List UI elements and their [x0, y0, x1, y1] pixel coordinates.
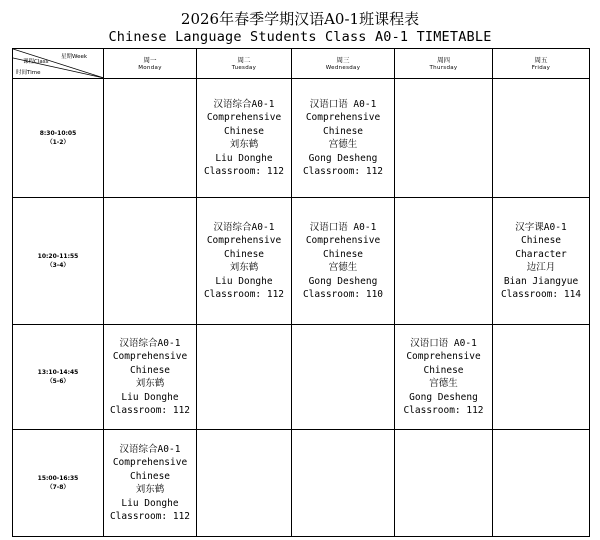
course-name-en: Comprehensive: [206, 112, 282, 123]
class-cell: [197, 430, 292, 537]
day-header-monday: [104, 49, 197, 79]
course-name: 汉语综合A0-1: [213, 98, 275, 110]
day-cn: 周四: [437, 55, 450, 64]
class-cell: [292, 79, 395, 198]
course-name: 汉字课A0-1: [515, 221, 567, 233]
teacher-name-en: Gong Desheng: [409, 391, 478, 403]
corner-week-label: 星期Week: [61, 54, 88, 60]
class-cell: [493, 79, 590, 198]
class-cell: [197, 79, 292, 198]
course-name-en: Chinese: [223, 125, 265, 137]
title-chinese: 2026年春季学期汉语A0-1班课程表: [180, 10, 420, 28]
class-cell: [395, 430, 493, 537]
corner-time-label: 时间Time: [16, 70, 41, 76]
class-cell: [197, 325, 292, 430]
course-name-en: Chinese: [223, 248, 265, 260]
classroom: Classroom: 110: [302, 289, 384, 300]
classroom: Classroom: 112: [109, 405, 191, 416]
day-header-friday: [493, 49, 590, 79]
corner-class-label: 课程Class: [23, 59, 49, 65]
class-cell: [292, 325, 395, 430]
classroom: Classroom: 112: [109, 511, 191, 522]
period-row-4: [13, 430, 590, 537]
teacher-name-en: Bian Jiangyue: [503, 275, 579, 287]
time-range: 8:30-10:05: [39, 130, 77, 137]
period-row-2: [13, 198, 590, 325]
teacher-name-en: Liu Donghe: [121, 391, 179, 403]
timetable: [12, 48, 590, 537]
classroom: Classroom: 112: [203, 166, 285, 177]
period-row-3: [13, 325, 590, 430]
course-name-en: Comprehensive: [206, 235, 282, 246]
teacher-name-en: Gong Desheng: [308, 152, 378, 164]
class-cell: [493, 430, 590, 537]
classroom: Classroom: 112: [203, 289, 285, 300]
course-name: 汉语综合A0-1: [213, 221, 275, 233]
course-name-en: Chinese: [322, 248, 364, 260]
class-cell: [292, 430, 395, 537]
period-numbers: （7-8）: [46, 484, 70, 491]
course-name: 汉语口语 A0-1: [410, 337, 477, 349]
day-cn: 周一: [143, 55, 157, 64]
header-row: [13, 49, 590, 79]
course-name-en: Chinese: [129, 364, 171, 376]
teacher-name-en: Liu Donghe: [121, 497, 179, 509]
teacher-name-en: Liu Donghe: [215, 152, 273, 164]
title-english: Chinese Language Students Class A0-1 TIMETABLE: [108, 29, 492, 45]
class-cell: [292, 198, 395, 325]
teacher-name-en: Gong Desheng: [308, 275, 378, 287]
time-cell: [13, 325, 104, 430]
teacher-name-cn: 刘东鹤: [229, 139, 259, 150]
day-en: Wednesday: [325, 64, 361, 71]
class-cell: [104, 79, 197, 198]
time-range: 13:10-14:45: [37, 369, 79, 376]
class-cell: [104, 198, 197, 325]
classroom: Classroom: 114: [500, 289, 582, 300]
class-cell: [197, 198, 292, 325]
time-cell: [13, 198, 104, 325]
classroom: Classroom: 112: [302, 166, 384, 177]
time-cell: [13, 79, 104, 198]
class-cell: [104, 325, 197, 430]
class-cell: [493, 325, 590, 430]
day-header-tuesday: [197, 49, 292, 79]
day-cn: 周二: [237, 55, 251, 64]
period-numbers: （1-2）: [46, 139, 70, 146]
time-range: 10:20-11:55: [37, 253, 79, 260]
time-cell: [13, 430, 104, 537]
teacher-name-cn: 宫德生: [429, 378, 458, 389]
teacher-name-cn: 刘东鹤: [229, 262, 259, 273]
day-cn: 周五: [534, 55, 548, 64]
course-name: 汉语口语 A0-1: [309, 98, 377, 110]
course-name-en: Chinese: [423, 364, 464, 376]
day-cn: 周三: [336, 55, 350, 64]
time-range: 15:00-16:35: [37, 475, 79, 482]
classroom: Classroom: 112: [403, 405, 484, 416]
course-name-en: Comprehensive: [112, 351, 188, 362]
course-name-en: Comprehensive: [305, 235, 381, 246]
course-name-en: Chinese: [520, 235, 562, 246]
corner-cell: [13, 49, 104, 79]
course-name-en: Chinese: [322, 125, 364, 137]
teacher-name-cn: 边江月: [526, 262, 556, 273]
teacher-name-cn: 宫德生: [328, 262, 358, 273]
day-en: Friday: [531, 64, 551, 71]
day-header-thursday: [395, 49, 493, 79]
period-numbers: （5-6）: [46, 378, 70, 385]
day-en: Thursday: [429, 64, 458, 71]
teacher-name-cn: 刘东鹤: [135, 378, 165, 389]
class-cell: [395, 198, 493, 325]
day-en: Monday: [138, 64, 162, 71]
course-name: 汉语综合A0-1: [119, 443, 181, 455]
title-block: [0, 10, 600, 46]
class-cell: [104, 430, 197, 537]
course-name: 汉语口语 A0-1: [309, 221, 377, 233]
period-row-1: [13, 79, 590, 198]
day-header-wednesday: [292, 49, 395, 79]
course-name-en: Comprehensive: [305, 112, 381, 123]
course-name: 汉语综合A0-1: [119, 337, 181, 349]
teacher-name-cn: 刘东鹤: [135, 484, 165, 495]
class-cell: [395, 325, 493, 430]
course-name-en: Comprehensive: [406, 351, 481, 362]
day-en: Tuesday: [231, 64, 257, 71]
period-numbers: （3-4）: [46, 262, 70, 269]
class-cell: [493, 198, 590, 325]
course-name-en: Character: [515, 248, 567, 260]
course-name-en: Chinese: [129, 470, 171, 482]
course-name-en: Comprehensive: [112, 457, 188, 468]
class-cell: [395, 79, 493, 198]
teacher-name-en: Liu Donghe: [215, 275, 273, 287]
teacher-name-cn: 宫德生: [328, 139, 358, 150]
